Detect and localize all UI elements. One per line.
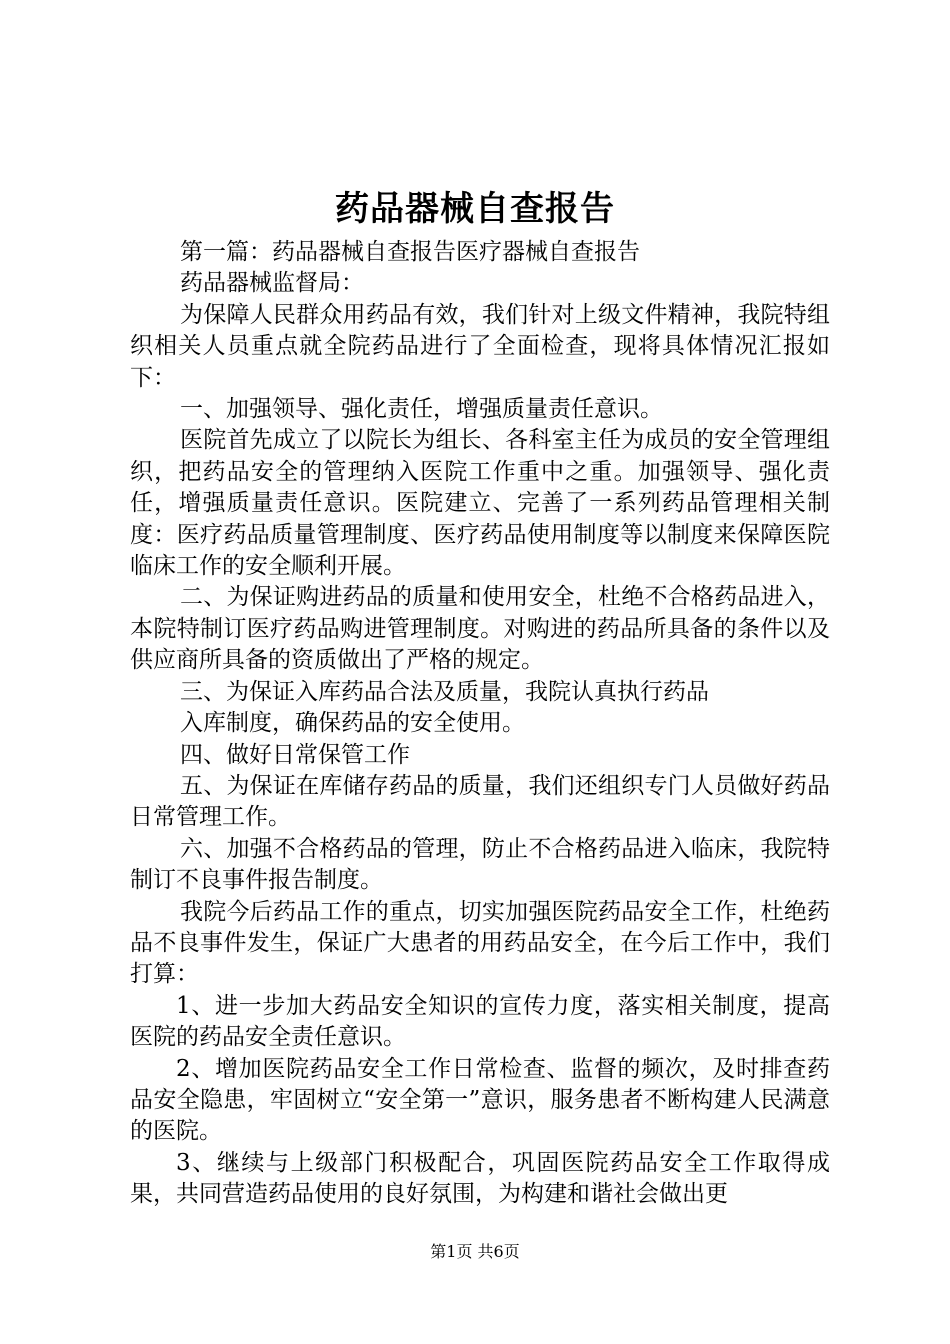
paragraph: 三、为保证入库药品合法及质量，我院认真执行药品 [180, 678, 709, 705]
paragraph: 五、为保证在库储存药品的质量，我们还组织专门人员做好药品日常管理工作。 [130, 772, 830, 831]
document-body [130, 237, 830, 1211]
list-item: 1、进一步加大药品安全知识的宣传力度，落实相关制度，提高医院的药品安全责任意识。 [130, 992, 830, 1051]
list-item: 2、增加医院药品安全工作日常检查、监督的频次，及时排查药品安全隐患，牢固树立“安全第一”意识，服务患者不断构建人民满意的医院。 [130, 1055, 830, 1145]
paragraph: 四、做好日常保管工作 [180, 741, 410, 768]
list-item: 3、继续与上级部门积极配合，巩固医院药品安全工作取得成果，共同营造药品使用的良好氛围，为构建和谐社会做出更 [130, 1149, 830, 1208]
salutation: 药品器械监督局： [180, 270, 364, 297]
page-footer: 第1页 共6页 [430, 1242, 520, 1261]
paragraph: 医院首先成立了以院长为组长、各科室主任为成员的安全管理组织，把药品安全的管理纳入医院工作重中之重。加强领导、强化责任，增强质量责任意识。医院建立、完善了一系列药品管理相关制度：医疗药品质量管理制度、医疗药品使用制度等以制度来保障医院临床工作的安全顺利开展。 [130, 427, 830, 580]
paragraph: 一、加强领导、强化责任，增强质量责任意识。 [180, 396, 663, 423]
section-heading: 第一篇：药品器械自查报告医疗器械自查报告 [180, 239, 640, 265]
paragraph: 为保障人民群众用药品有效，我们针对上级文件精神，我院特组织相关人员重点就全院药品进行了全面检查，现将具体情况汇报如下： [130, 301, 830, 391]
document-title: 药品器械自查报告 [335, 189, 615, 229]
paragraph: 我院今后药品工作的重点，切实加强医院药品安全工作，杜绝药品不良事件发生，保证广大患者的用药品安全，在今后工作中，我们打算： [130, 898, 830, 988]
paragraph: 入库制度，确保药品的安全使用。 [180, 710, 525, 737]
paragraph: 六、加强不合格药品的管理，防止不合格药品进入临床，我院特制订不良事件报告制度。 [130, 835, 830, 894]
paragraph: 二、为保证购进药品的质量和使用安全，杜绝不合格药品进入，本院特制订医疗药品购进管理制度。对购进的药品所具备的条件以及供应商所具备的资质做出了严格的规定。 [130, 584, 830, 674]
